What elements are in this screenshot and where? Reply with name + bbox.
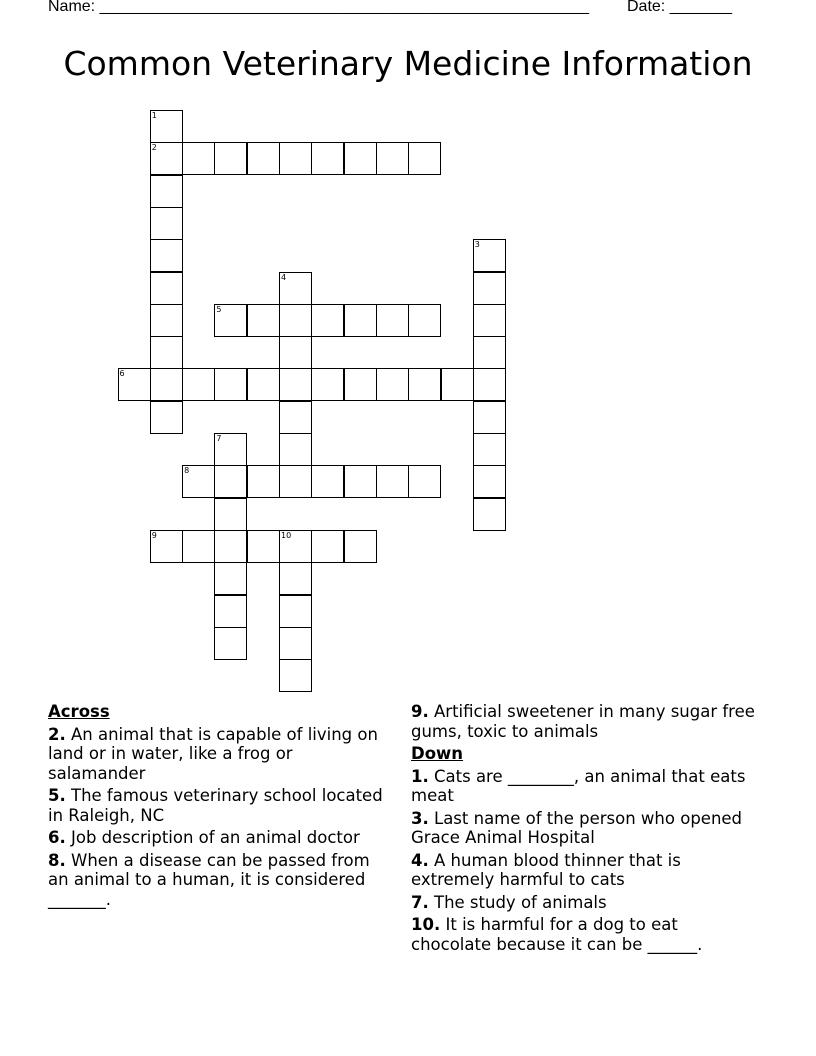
- crossword-cell[interactable]: [279, 595, 312, 628]
- crossword-cell[interactable]: [473, 433, 506, 466]
- down-heading: Down: [411, 744, 464, 763]
- crossword-cell[interactable]: [311, 368, 344, 401]
- cell-number: 6: [119, 369, 125, 379]
- crossword-cell[interactable]: [182, 368, 215, 401]
- crossword-cell[interactable]: [150, 530, 183, 563]
- clue-down-10: [411, 915, 756, 954]
- cell-number: 7: [216, 434, 222, 443]
- crossword-cell[interactable]: [473, 336, 506, 369]
- crossword-cell[interactable]: [118, 368, 151, 401]
- crossword-cell[interactable]: [214, 465, 247, 498]
- crossword-cell[interactable]: [473, 272, 506, 305]
- clue-number: 4.: [411, 850, 429, 870]
- crossword-cell[interactable]: [214, 562, 247, 595]
- crossword-cell[interactable]: [473, 401, 506, 434]
- clue-across-6: [48, 828, 388, 848]
- crossword-cell[interactable]: [214, 530, 247, 563]
- crossword-cell[interactable]: [214, 627, 247, 660]
- cell-number: 2: [151, 143, 157, 153]
- clue-number: 5.: [48, 786, 66, 805]
- crossword-cell[interactable]: [247, 530, 280, 563]
- crossword-cell[interactable]: [441, 368, 474, 401]
- clue-down-1: [411, 767, 756, 806]
- crossword-cell[interactable]: [311, 142, 344, 175]
- clues-right-column: [411, 702, 756, 957]
- crossword-cell[interactable]: [279, 530, 312, 563]
- crossword-cell[interactable]: [150, 368, 183, 401]
- cell-number: 8: [184, 466, 190, 476]
- crossword-cell[interactable]: [344, 465, 377, 498]
- clue-across-5: [48, 786, 388, 825]
- crossword-cell[interactable]: [279, 562, 312, 595]
- crossword-cell[interactable]: [376, 142, 409, 175]
- clue-number: 2.: [48, 724, 66, 744]
- crossword-cell[interactable]: [150, 272, 183, 305]
- page-title: Common Veterinary Medicine Information: [63, 44, 753, 83]
- crossword-cell[interactable]: [344, 530, 377, 563]
- clues-left-column: [48, 702, 388, 912]
- cell-number: 9: [151, 530, 157, 540]
- clue-text: Job description of an animal doctor: [71, 828, 360, 847]
- clue-text: Artificial sweetener in many sugar free gums, toxic to animals: [411, 702, 755, 741]
- crossword-cell[interactable]: [247, 368, 280, 401]
- crossword-cell[interactable]: [376, 465, 409, 498]
- crossword-cell[interactable]: [150, 239, 183, 272]
- crossword-cell[interactable]: [279, 627, 312, 660]
- clue-number: 6.: [48, 828, 66, 847]
- crossword-cell[interactable]: [408, 465, 441, 498]
- crossword-cell[interactable]: [473, 368, 506, 401]
- crossword-cell[interactable]: [214, 304, 247, 337]
- crossword-cell[interactable]: [311, 304, 344, 337]
- crossword-cell[interactable]: [214, 368, 247, 401]
- clue-number: 1.: [411, 766, 429, 786]
- across-heading: Across: [48, 702, 110, 721]
- clue-text: It is harmful for a dog to eat chocolate because it can be ______.: [411, 915, 703, 954]
- crossword-cell[interactable]: [150, 142, 183, 175]
- crossword-cell[interactable]: [311, 530, 344, 563]
- crossword-cell[interactable]: [376, 368, 409, 401]
- clue-down-7: [411, 893, 756, 913]
- crossword-cell[interactable]: [279, 368, 312, 401]
- name-field[interactable]: Name: _______________________________________________________: [48, 0, 589, 15]
- clue-number: 8.: [48, 850, 66, 870]
- crossword-cell[interactable]: [408, 368, 441, 401]
- crossword-cell[interactable]: [279, 465, 312, 498]
- clue-down-4: [411, 851, 756, 890]
- crossword-cell[interactable]: [473, 498, 506, 531]
- clue-text: The famous veterinary school located in Raleigh, NC: [48, 786, 383, 825]
- crossword-cell[interactable]: [214, 433, 247, 466]
- cell-number: 3: [474, 240, 480, 250]
- crossword-cell[interactable]: [247, 304, 280, 337]
- crossword-cell[interactable]: [376, 304, 409, 337]
- cell-number: 10: [281, 530, 292, 540]
- crossword-cell[interactable]: [182, 142, 215, 175]
- crossword-cell[interactable]: [344, 142, 377, 175]
- crossword-cell[interactable]: [344, 304, 377, 337]
- clue-text: Last name of the person who opened Grace Animal Hospital: [411, 808, 743, 847]
- clue-across-9: [411, 702, 756, 741]
- crossword-cell[interactable]: [214, 595, 247, 628]
- clue-text: The study of animals: [434, 892, 607, 912]
- crossword-cell[interactable]: [150, 401, 183, 434]
- clue-text: When a disease can be passed from an animal to a human, it is considered _______.: [48, 850, 370, 909]
- date-field[interactable]: Date: _______: [627, 0, 732, 15]
- crossword-cell[interactable]: [150, 336, 183, 369]
- crossword-cell[interactable]: [473, 304, 506, 337]
- crossword-cell[interactable]: [279, 433, 312, 466]
- crossword-cell[interactable]: [214, 142, 247, 175]
- clue-down-3: [411, 809, 756, 848]
- cell-number: 1: [151, 111, 157, 120]
- clue-number: 3.: [411, 808, 429, 828]
- crossword-cell[interactable]: [150, 175, 183, 208]
- crossword-cell[interactable]: [279, 272, 312, 305]
- crossword-cell[interactable]: [344, 368, 377, 401]
- crossword-cell[interactable]: [150, 207, 183, 240]
- crossword-cell[interactable]: [473, 239, 506, 272]
- crossword-cell[interactable]: [279, 304, 312, 337]
- clue-number: 9.: [411, 702, 429, 721]
- clue-across-2: [48, 725, 388, 784]
- crossword-cell[interactable]: [279, 659, 312, 692]
- crossword-cell[interactable]: [214, 498, 247, 531]
- cell-number: 4: [281, 272, 287, 282]
- crossword-cell[interactable]: [247, 142, 280, 175]
- crossword-cell[interactable]: [247, 465, 280, 498]
- clue-text: Cats are ________, an animal that eats meat: [411, 766, 746, 805]
- clue-number: 7.: [411, 892, 429, 912]
- crossword-cell[interactable]: [150, 110, 183, 143]
- crossword-cell[interactable]: [279, 142, 312, 175]
- cell-number: 5: [216, 304, 222, 314]
- crossword-cell[interactable]: [279, 401, 312, 434]
- clue-number: 10.: [411, 915, 441, 934]
- crossword-cell[interactable]: [408, 304, 441, 337]
- crossword-cell[interactable]: [473, 465, 506, 498]
- crossword-cell[interactable]: [311, 465, 344, 498]
- crossword-cell[interactable]: [408, 142, 441, 175]
- crossword-cell[interactable]: [279, 336, 312, 369]
- crossword-cell[interactable]: [182, 530, 215, 563]
- crossword-cell[interactable]: [182, 465, 215, 498]
- clue-text: A human blood thinner that is extremely harmful to cats: [411, 850, 681, 889]
- clue-across-8: [48, 851, 388, 910]
- crossword-cell[interactable]: [150, 304, 183, 337]
- clue-text: An animal that is capable of living on land or in water, like a frog or salamander: [48, 724, 378, 783]
